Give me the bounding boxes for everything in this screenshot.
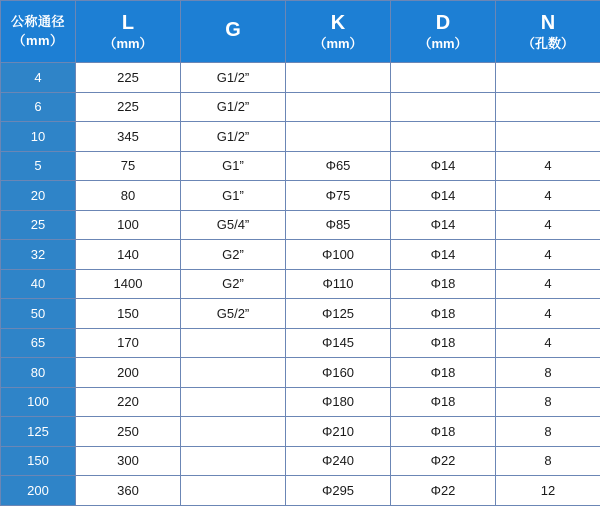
row-header-nominal-diameter: 80 bbox=[1, 358, 76, 388]
table-row bbox=[1, 417, 600, 447]
cell-K bbox=[286, 122, 391, 152]
cell-G: G1/2” bbox=[181, 122, 286, 152]
cell-N: 4 bbox=[496, 269, 600, 299]
cell-D: Φ18 bbox=[391, 269, 496, 299]
row-header-nominal-diameter: 100 bbox=[1, 387, 76, 417]
cell-D: Φ22 bbox=[391, 476, 496, 506]
cell-N: 8 bbox=[496, 417, 600, 447]
cell-N: 4 bbox=[496, 328, 600, 358]
cell-L: 250 bbox=[76, 417, 181, 447]
row-header-nominal-diameter: 50 bbox=[1, 299, 76, 329]
cell-L: 225 bbox=[76, 92, 181, 122]
table-row bbox=[1, 269, 600, 299]
cell-G: G1/2” bbox=[181, 63, 286, 93]
cell-G bbox=[181, 446, 286, 476]
header-column-G bbox=[181, 1, 286, 63]
row-header-nominal-diameter: 10 bbox=[1, 122, 76, 152]
header-column-N bbox=[496, 1, 600, 63]
cell-N: 4 bbox=[496, 151, 600, 181]
row-header-nominal-diameter: 4 bbox=[1, 63, 76, 93]
cell-L: 220 bbox=[76, 387, 181, 417]
cell-K: Φ210 bbox=[286, 417, 391, 447]
header-nominal-diameter-line2: （mm） bbox=[12, 33, 63, 48]
header-column-K-unit: （mm） bbox=[286, 37, 390, 51]
cell-D: Φ14 bbox=[391, 151, 496, 181]
cell-K: Φ180 bbox=[286, 387, 391, 417]
cell-D: Φ14 bbox=[391, 240, 496, 270]
cell-N: 4 bbox=[496, 210, 600, 240]
row-header-nominal-diameter: 32 bbox=[1, 240, 76, 270]
cell-G bbox=[181, 417, 286, 447]
cell-D: Φ18 bbox=[391, 387, 496, 417]
cell-L: 345 bbox=[76, 122, 181, 152]
header-column-K-title: K bbox=[286, 12, 390, 34]
cell-G: G5/4” bbox=[181, 210, 286, 240]
header-nominal-diameter-line1: 公称通径 bbox=[11, 14, 65, 29]
table-header bbox=[1, 1, 600, 63]
table-body bbox=[1, 63, 600, 506]
header-column-L-title: L bbox=[76, 12, 180, 34]
row-header-nominal-diameter: 125 bbox=[1, 417, 76, 447]
cell-K: Φ240 bbox=[286, 446, 391, 476]
cell-N bbox=[496, 122, 600, 152]
table-row bbox=[1, 151, 600, 181]
header-column-G-title: G bbox=[181, 19, 285, 41]
cell-L: 225 bbox=[76, 63, 181, 93]
cell-D bbox=[391, 122, 496, 152]
cell-N: 8 bbox=[496, 446, 600, 476]
cell-G: G1/2” bbox=[181, 92, 286, 122]
cell-K: Φ85 bbox=[286, 210, 391, 240]
cell-G bbox=[181, 358, 286, 388]
header-nominal-diameter bbox=[1, 1, 76, 63]
cell-D: Φ18 bbox=[391, 358, 496, 388]
cell-L: 80 bbox=[76, 181, 181, 211]
cell-D: Φ14 bbox=[391, 181, 496, 211]
row-header-nominal-diameter: 5 bbox=[1, 151, 76, 181]
cell-K bbox=[286, 92, 391, 122]
header-column-N-unit: （孔数） bbox=[496, 37, 600, 51]
table-row bbox=[1, 63, 600, 93]
header-column-D bbox=[391, 1, 496, 63]
cell-D: Φ18 bbox=[391, 417, 496, 447]
row-header-nominal-diameter: 25 bbox=[1, 210, 76, 240]
table-row bbox=[1, 328, 600, 358]
table-row bbox=[1, 240, 600, 270]
cell-K: Φ75 bbox=[286, 181, 391, 211]
row-header-nominal-diameter: 200 bbox=[1, 476, 76, 506]
cell-N: 4 bbox=[496, 299, 600, 329]
cell-K: Φ65 bbox=[286, 151, 391, 181]
cell-K: Φ295 bbox=[286, 476, 391, 506]
cell-K: Φ100 bbox=[286, 240, 391, 270]
cell-G: G5/2” bbox=[181, 299, 286, 329]
header-column-L-unit: （mm） bbox=[76, 37, 180, 51]
row-header-nominal-diameter: 40 bbox=[1, 269, 76, 299]
cell-N bbox=[496, 92, 600, 122]
row-header-nominal-diameter: 20 bbox=[1, 181, 76, 211]
row-header-nominal-diameter: 65 bbox=[1, 328, 76, 358]
header-column-D-unit: （mm） bbox=[391, 37, 495, 51]
cell-D: Φ14 bbox=[391, 210, 496, 240]
table-row bbox=[1, 181, 600, 211]
cell-G: G1” bbox=[181, 181, 286, 211]
cell-N: 12 bbox=[496, 476, 600, 506]
cell-D bbox=[391, 92, 496, 122]
header-column-L bbox=[76, 1, 181, 63]
header-column-K bbox=[286, 1, 391, 63]
table-row bbox=[1, 358, 600, 388]
table-row bbox=[1, 92, 600, 122]
cell-L: 75 bbox=[76, 151, 181, 181]
header-row bbox=[1, 1, 600, 63]
table-row bbox=[1, 446, 600, 476]
table-row bbox=[1, 210, 600, 240]
cell-N: 8 bbox=[496, 387, 600, 417]
row-header-nominal-diameter: 6 bbox=[1, 92, 76, 122]
cell-G: G2” bbox=[181, 269, 286, 299]
cell-L: 200 bbox=[76, 358, 181, 388]
cell-K: Φ145 bbox=[286, 328, 391, 358]
cell-G bbox=[181, 328, 286, 358]
cell-L: 300 bbox=[76, 446, 181, 476]
cell-N: 8 bbox=[496, 358, 600, 388]
cell-N bbox=[496, 63, 600, 93]
cell-D: Φ18 bbox=[391, 328, 496, 358]
cell-G bbox=[181, 387, 286, 417]
cell-D: Φ22 bbox=[391, 446, 496, 476]
cell-K: Φ125 bbox=[286, 299, 391, 329]
table-row bbox=[1, 299, 600, 329]
cell-K: Φ160 bbox=[286, 358, 391, 388]
cell-L: 1400 bbox=[76, 269, 181, 299]
table-row bbox=[1, 387, 600, 417]
cell-D bbox=[391, 63, 496, 93]
cell-L: 150 bbox=[76, 299, 181, 329]
cell-L: 170 bbox=[76, 328, 181, 358]
cell-K bbox=[286, 63, 391, 93]
row-header-nominal-diameter: 150 bbox=[1, 446, 76, 476]
header-column-D-title: D bbox=[391, 12, 495, 34]
cell-D: Φ18 bbox=[391, 299, 496, 329]
cell-L: 100 bbox=[76, 210, 181, 240]
cell-G: G2” bbox=[181, 240, 286, 270]
cell-L: 360 bbox=[76, 476, 181, 506]
cell-K: Φ110 bbox=[286, 269, 391, 299]
cell-G: G1” bbox=[181, 151, 286, 181]
header-column-N-title: N bbox=[496, 12, 600, 34]
cell-N: 4 bbox=[496, 240, 600, 270]
table-row bbox=[1, 122, 600, 152]
cell-N: 4 bbox=[496, 181, 600, 211]
cell-L: 140 bbox=[76, 240, 181, 270]
